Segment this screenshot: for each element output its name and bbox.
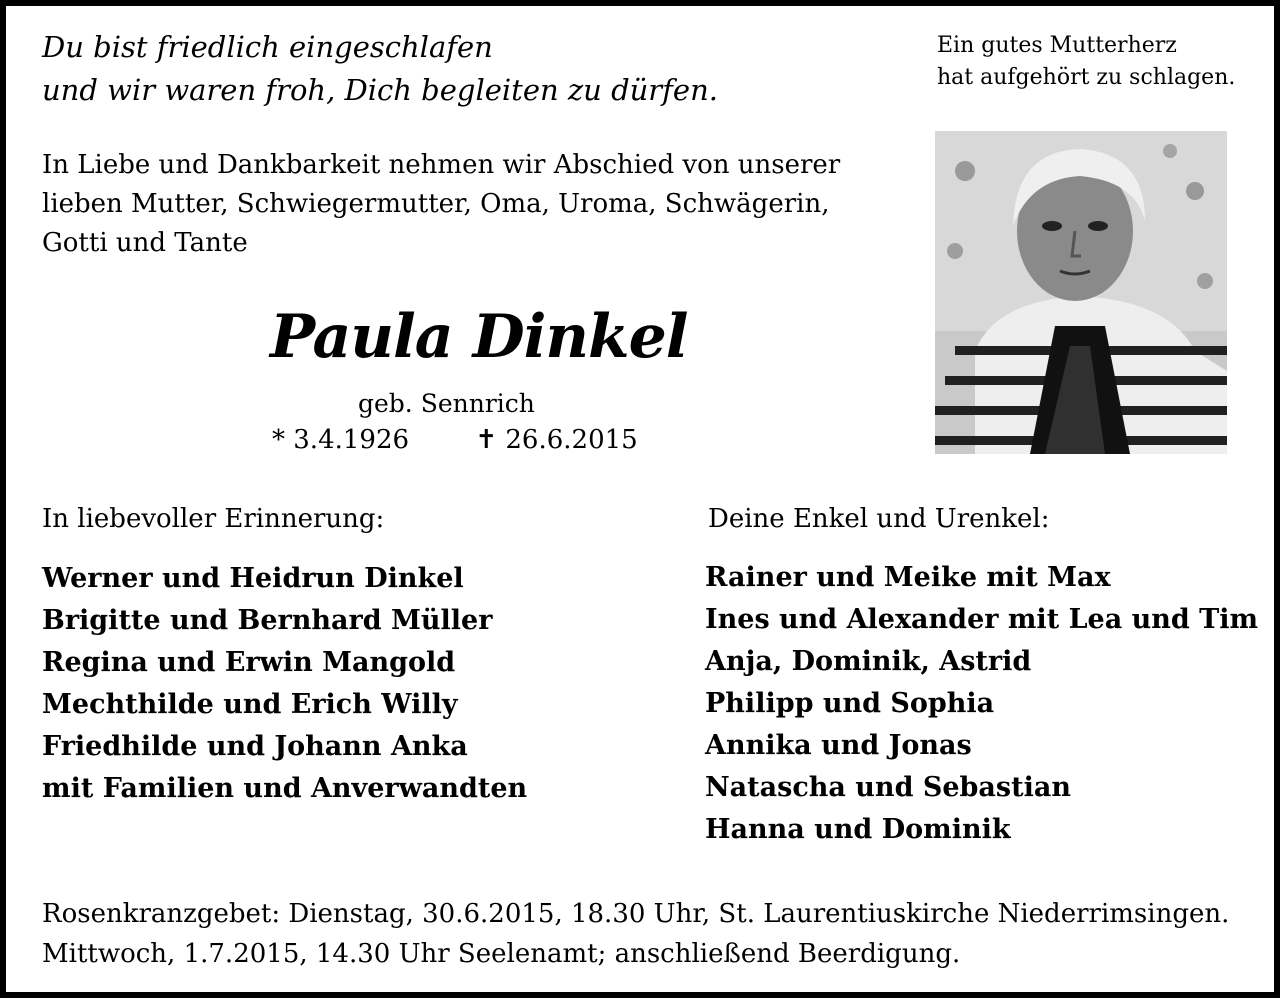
poem-line: und wir waren froh, Dich begleiten zu dürfen. [42,73,718,107]
intro-text [42,146,840,263]
cross-icon: ✝ [475,425,498,455]
maiden-name: geb. Sennrich [358,389,535,418]
list-item: Werner und Heidrun Dinkel [42,563,464,594]
list-item: Natascha und Sebastian [705,772,1071,803]
grandchildren-list [705,557,1258,851]
poem [42,26,718,112]
poem-line: Du bist friedlich eingeschlafen [42,30,493,64]
right-heading: Deine Enkel und Urenkel: [708,504,1050,534]
list-item: Ines und Alexander mit Lea und Tim [705,604,1259,635]
intro-line: In Liebe und Dankbarkeit nehmen wir Abschied von unserer [42,150,841,180]
birth [272,425,409,455]
deceased-name: Paula Dinkel [270,302,688,372]
list-item: Anja, Dominik, Astrid [705,646,1032,677]
family-list [42,558,527,810]
life-dates [272,425,638,455]
quote-line: hat aufgehört zu schlagen. [937,65,1236,90]
list-item: Regina und Erwin Mangold [42,647,456,678]
list-item: Friedhilde und Johann Anka [42,731,468,762]
funeral-line: Rosenkranzgebet: Dienstag, 30.6.2015, 18.30 Uhr, St. Laurentiuskirche Niederrimsingen. [42,899,1230,929]
list-item: Philipp und Sophia [705,688,995,719]
funeral-info [42,894,1229,974]
list-item: Rainer und Meike mit Max [705,562,1111,593]
intro-line: lieben Mutter, Schwiegermutter, Oma, Uroma, Schwägerin, [42,189,830,219]
list-item: Mechthilde und Erich Willy [42,689,458,720]
intro-line: Gotti und Tante [42,228,248,258]
birth-date: 3.4.1926 [293,425,410,455]
death [475,425,637,455]
death-date: 26.6.2015 [505,425,638,455]
list-item: Annika und Jonas [705,730,972,761]
funeral-line: Mittwoch, 1.7.2015, 14.30 Uhr Seelenamt; anschließend Beerdigung. [42,939,961,969]
portrait-photo [935,131,1227,454]
list-item: Brigitte und Bernhard Müller [42,605,493,636]
quote [937,30,1235,94]
birth-star-icon: * [272,425,285,455]
left-heading: In liebevoller Erinnerung: [42,504,385,534]
quote-line: Ein gutes Mutterherz [937,33,1177,58]
list-item: Hanna und Dominik [705,814,1011,845]
list-item: mit Familien und Anverwandten [42,773,528,804]
